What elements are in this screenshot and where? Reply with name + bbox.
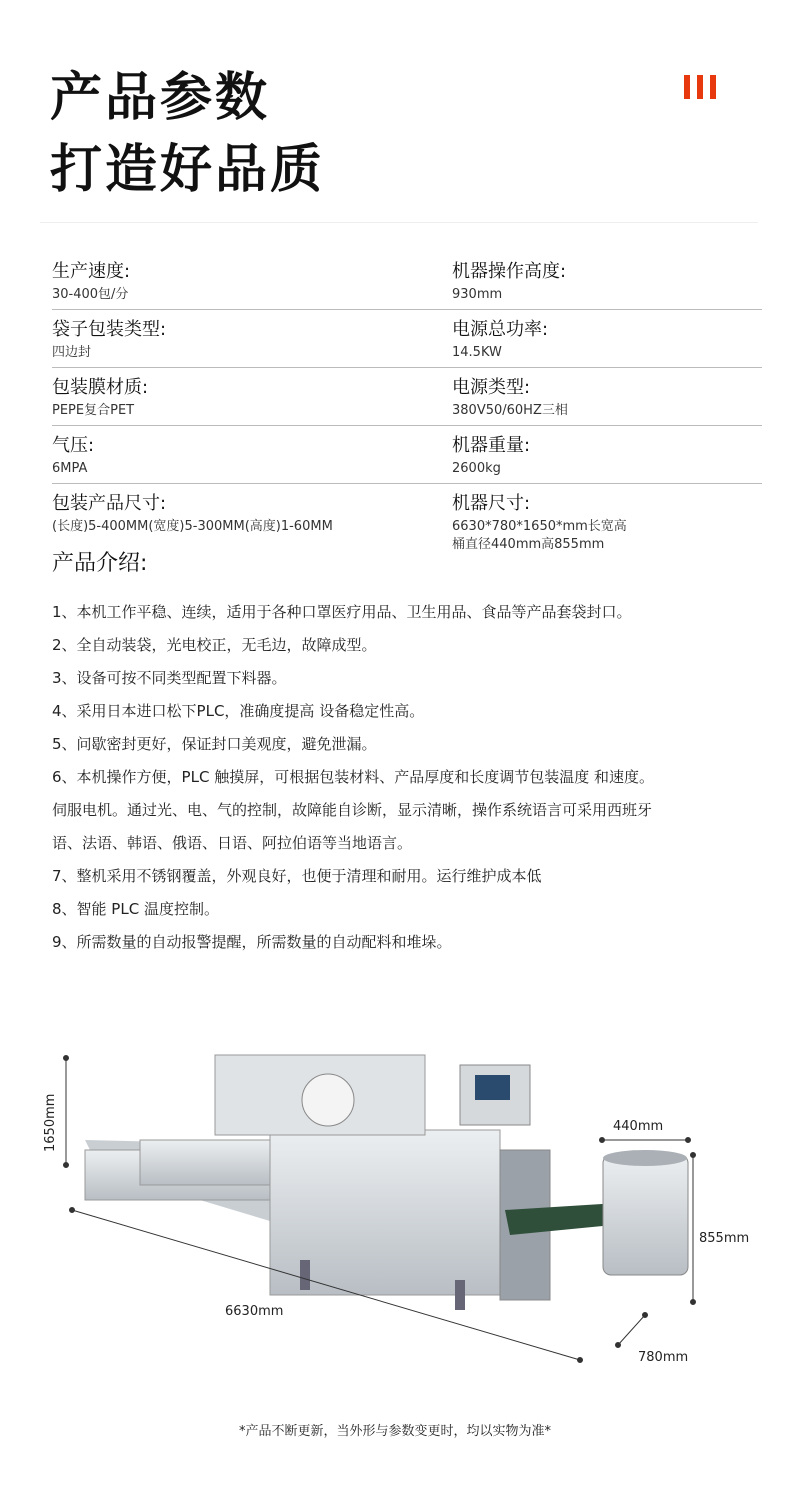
spec-row bbox=[52, 368, 762, 426]
spec-row bbox=[52, 484, 762, 552]
spec-label: 电源总功率: bbox=[452, 319, 549, 340]
dim-length-label: 6630mm bbox=[225, 1304, 284, 1319]
list-item: 语、法语、韩语、俄语、日语、阿拉伯语等当地语言。 bbox=[52, 834, 413, 852]
spec-label: 机器重量: bbox=[452, 435, 531, 456]
spec-value: 2600kg bbox=[452, 461, 501, 476]
dim-drum-height-label: 855mm bbox=[699, 1231, 750, 1246]
dim-width-label: 780mm bbox=[638, 1350, 689, 1365]
spec-label: 电源类型: bbox=[452, 377, 531, 398]
spec-label: 袋子包装类型: bbox=[52, 319, 167, 340]
page-title: 产品参数 bbox=[50, 68, 271, 128]
spec-label: 机器尺寸: bbox=[452, 493, 531, 514]
list-item: 伺服电机。通过光、电、气的控制，故障能自诊断，显示清晰，操作系统语言可采用西班牙 bbox=[52, 801, 653, 819]
dim-height-label: 1650mm bbox=[43, 1093, 58, 1152]
list-item: 1、本机工作平稳、连续，适用于各种口罩医疗用品、卫生用品、食品等产品套袋封口。 bbox=[52, 603, 632, 621]
spec-row bbox=[52, 310, 762, 368]
accent-bars-icon bbox=[684, 75, 716, 99]
spec-value: 6MPA bbox=[52, 461, 88, 476]
machine-illustration bbox=[30, 1020, 770, 1380]
list-item: 9、所需数量的自动报警提醒，所需数量的自动配料和堆垛。 bbox=[52, 933, 452, 951]
spec-value: (长度)5-400MM(宽度)5-300MM(高度)1-60MM bbox=[52, 519, 333, 534]
spec-value: 930mm bbox=[452, 287, 503, 302]
list-item: 3、设备可按不同类型配置下料器。 bbox=[52, 669, 287, 687]
footer-note: *产品不断更新，当外形与参数变更时，均以实物为准* bbox=[238, 1424, 551, 1439]
dim-drum-diameter-label: 440mm bbox=[613, 1119, 664, 1134]
spec-row bbox=[52, 252, 762, 310]
spec-label: 包装产品尺寸: bbox=[52, 493, 167, 514]
spec-table bbox=[52, 252, 762, 552]
spec-label: 生产速度: bbox=[52, 261, 131, 282]
divider bbox=[40, 222, 758, 223]
list-item: 5、问歇密封更好，保证封口美观度，避免泄漏。 bbox=[52, 735, 377, 753]
machine-body bbox=[85, 1055, 688, 1310]
spec-label: 包装膜材质: bbox=[52, 377, 149, 398]
spec-row bbox=[52, 426, 762, 484]
list-item: 4、采用日本进口松下PLC，准确度提高 设备稳定性高。 bbox=[52, 702, 425, 720]
spec-label: 气压: bbox=[52, 435, 95, 456]
spec-value: 380V50/60HZ三相 bbox=[452, 403, 568, 418]
list-item: 7、整机采用不锈钢覆盖，外观良好，也便于清理和耐用。运行维护成本低 bbox=[52, 867, 542, 885]
list-item: 6、本机操作方便，PLC 触摸屏，可根据包装材料、产品厚度和长度调节包装温度 和速度。 bbox=[52, 768, 654, 786]
list-item: 2、全自动装袋，光电校正，无毛边，故障成型。 bbox=[52, 636, 377, 654]
spec-value: 6630*780*1650*mm长宽高 桶直径440mm高855mm bbox=[452, 519, 627, 552]
spec-label: 机器操作高度: bbox=[452, 261, 567, 282]
spec-value: PEPE复合PET bbox=[52, 403, 135, 418]
spec-value: 14.5KW bbox=[452, 345, 502, 360]
intro-list bbox=[52, 596, 654, 959]
spec-value: 四边封 bbox=[52, 345, 92, 360]
intro-heading: 产品介绍: bbox=[52, 551, 148, 576]
page-subtitle: 打造好品质 bbox=[50, 140, 326, 200]
list-item: 8、智能 PLC 温度控制。 bbox=[52, 900, 219, 918]
spec-value: 30-400包/分 bbox=[52, 287, 129, 302]
